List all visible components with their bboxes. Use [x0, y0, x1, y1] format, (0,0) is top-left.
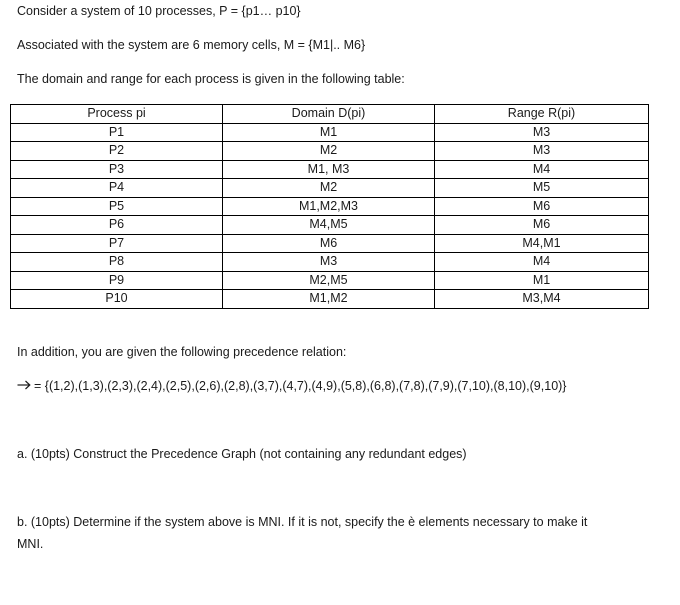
cell-domain: M2,M5: [223, 271, 435, 290]
cell-domain: M2: [223, 142, 435, 161]
question-a: a. (10pts) Construct the Precedence Graph (not containing any redundant edges): [17, 447, 467, 461]
cell-range: M3,M4: [435, 290, 649, 309]
cell-range: M4: [435, 160, 649, 179]
domain-range-table: [10, 104, 649, 309]
cell-domain: M3: [223, 253, 435, 272]
cell-domain: M1, M3: [223, 160, 435, 179]
cell-domain: M2: [223, 179, 435, 198]
cell-domain: M1,M2: [223, 290, 435, 309]
cell-range: M5: [435, 179, 649, 198]
cell-process: P1: [11, 123, 223, 142]
question-b-continued: MNI.: [17, 537, 44, 551]
cell-range: M4,M1: [435, 234, 649, 253]
table-row: [11, 290, 649, 309]
cell-range: M4: [435, 253, 649, 272]
intro-processes: Consider a system of 10 processes, P = {p1… p10}: [17, 4, 301, 18]
header-process: Process pi: [11, 105, 223, 124]
table-row: [11, 216, 649, 235]
intro-memory-cells: Associated with the system are 6 memory cells, M = {M1|.. M6}: [17, 38, 366, 52]
table-header-row: [11, 105, 649, 124]
table-row: [11, 142, 649, 161]
question-b: b. (10pts) Determine if the system above is MNI. If it is not, specify the è elements necessary to make it: [17, 515, 588, 529]
cell-domain: M1,M2,M3: [223, 197, 435, 216]
intro-table-caption: The domain and range for each process is given in the following table:: [17, 72, 405, 86]
arrow-right-icon: [17, 380, 31, 390]
precedence-intro: In addition, you are given the following precedence relation:: [17, 345, 347, 359]
cell-process: P4: [11, 179, 223, 198]
cell-domain: M6: [223, 234, 435, 253]
table-row: [11, 160, 649, 179]
cell-range: M6: [435, 197, 649, 216]
cell-process: P7: [11, 234, 223, 253]
table-row: [11, 234, 649, 253]
cell-process: P5: [11, 197, 223, 216]
cell-range: M6: [435, 216, 649, 235]
table-row: [11, 253, 649, 272]
cell-range: M3: [435, 123, 649, 142]
cell-range: M3: [435, 142, 649, 161]
precedence-relation-text: = {(1,2),(1,3),(2,3),(2,4),(2,5),(2,6),(2,8),(3,7),(4,7),(4,9),(5,8),(6,8),(7,8),(7,9),(7,10),(8,10),(9,10)}: [34, 379, 567, 393]
cell-process: P9: [11, 271, 223, 290]
cell-domain: M1: [223, 123, 435, 142]
header-domain: Domain D(pi): [223, 105, 435, 124]
cell-range: M1: [435, 271, 649, 290]
table-row: [11, 179, 649, 198]
table-row: [11, 271, 649, 290]
precedence-relation: [17, 378, 566, 394]
cell-process: P8: [11, 253, 223, 272]
table-row: [11, 197, 649, 216]
cell-process: P10: [11, 290, 223, 309]
cell-process: P3: [11, 160, 223, 179]
table-row: [11, 123, 649, 142]
cell-process: P6: [11, 216, 223, 235]
header-range: Range R(pi): [435, 105, 649, 124]
cell-process: P2: [11, 142, 223, 161]
cell-domain: M4,M5: [223, 216, 435, 235]
